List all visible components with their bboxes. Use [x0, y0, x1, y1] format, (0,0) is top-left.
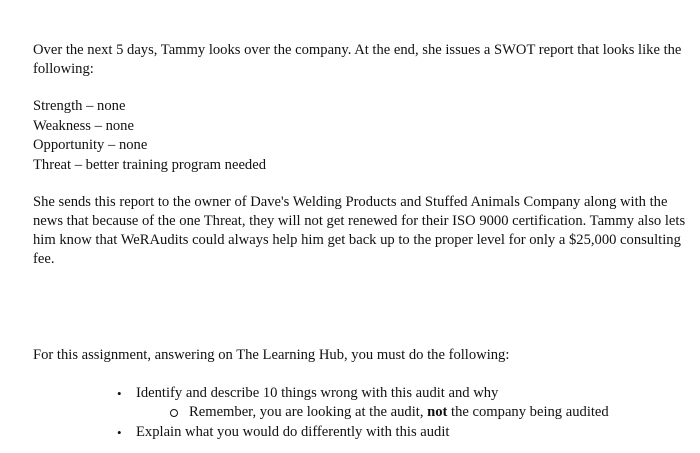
swot-weakness: Weakness – none [33, 117, 134, 134]
bullet-icon: • [117, 386, 122, 401]
sub-text-part: Remember, you are looking at the audit, [189, 404, 428, 420]
task-1-text: Identify and describe 10 things wrong with this audit and why [136, 385, 499, 401]
task-1-sub-text [189, 403, 609, 422]
hollow-bullet-icon [170, 409, 178, 417]
report-paragraph: She sends this report to the owner of Dave's Welding Products and Stuffed Animals Company along with the news that because of the one Threat, they will not get renewed for their ISO 9000 certification. Tammy also lets him know that WeRAudits could always help him get back up to the proper level for only a $25,000 consulting fee. [33, 194, 686, 267]
task-2-text: Explain what you would do differently with this audit [136, 424, 450, 440]
assignment-intro: For this assignment, answering on The Learning Hub, you must do the following: [33, 347, 510, 363]
sub-text-part: the company being audited [447, 404, 609, 420]
intro-paragraph: Over the next 5 days, Tammy looks over the company. At the end, she issues a SWOT report that looks like the following: [33, 42, 682, 77]
swot-threat: Threat – better training program needed [33, 156, 266, 173]
swot-report [33, 97, 693, 175]
bullet-icon: • [117, 425, 122, 440]
swot-opportunity: Opportunity – none [33, 137, 148, 153]
swot-strength: Strength – none [33, 98, 126, 114]
sub-text-bold: not [427, 404, 448, 420]
